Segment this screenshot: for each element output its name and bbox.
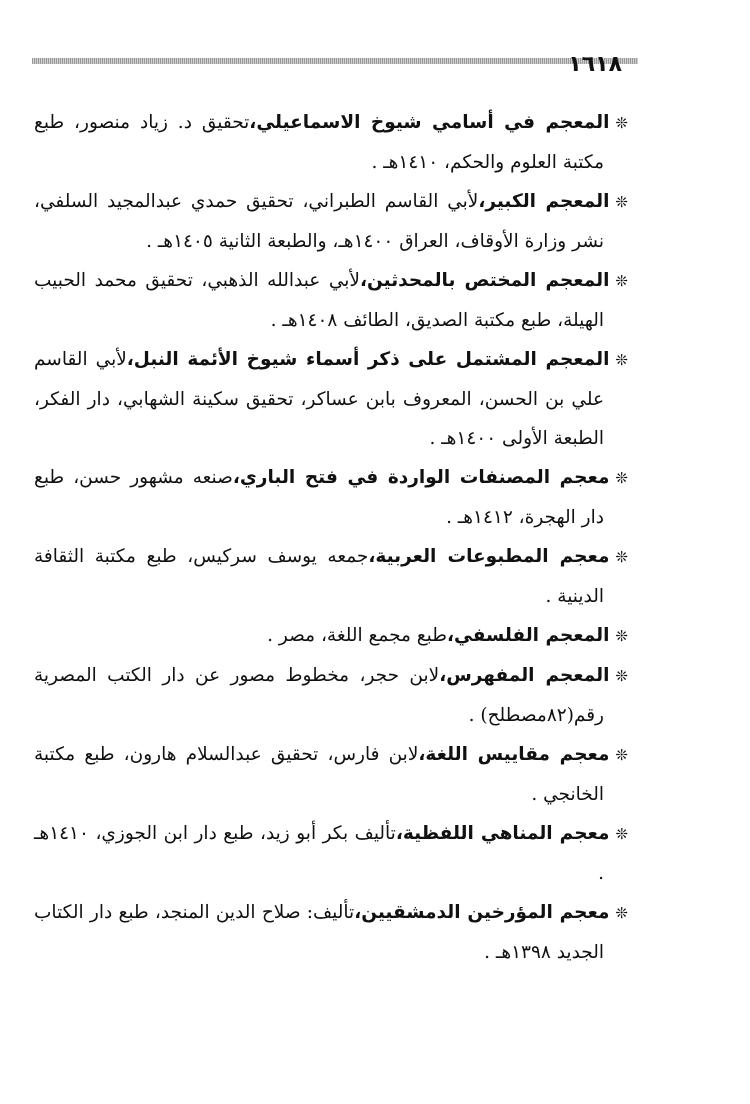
entry-details: لأبي القاسم علي بن الحسن، المعروف بابن عساكر، تحقيق سكينة الشهابي، دار الفكر، الطبعة الأولى ١٤٠٠هـ . <box>34 349 604 449</box>
asterism-icon: ❊ <box>615 114 628 132</box>
entry-details: لأبي القاسم الطبراني، تحقيق حمدي عبدالمجيد السلفي، نشر وزارة الأوقاف، العراق ١٤٠٠هـ، والطبعة الثانية ١٤٠٥هـ . <box>34 191 604 252</box>
entry-details: تحقيق د. زياد منصور، طبع مكتبة العلوم والحكم، ١٤١٠هـ . <box>34 112 604 173</box>
entry-title: معجم المطبوعات العربية، <box>368 546 610 567</box>
bibliography-entry <box>34 735 628 814</box>
entry-details: لابن حجر، مخطوط مصور عن دار الكتب المصرية رقم(٨٢مصطلح) . <box>34 665 604 726</box>
entry-details: لأبي عبدالله الذهبي، تحقيق محمد الحبيب الهيلة، طبع مكتبة الصديق، الطائف ١٤٠٨هـ . <box>34 270 604 331</box>
bibliography-entry <box>34 261 628 340</box>
bibliography-list <box>34 103 628 972</box>
bibliography-entry <box>34 537 628 616</box>
entry-details: جمعه يوسف سركيس، طبع مكتبة الثقافة الدينية . <box>34 546 604 607</box>
asterism-icon: ❊ <box>615 667 628 685</box>
asterism-icon: ❊ <box>615 193 628 211</box>
bibliography-entry <box>34 458 628 537</box>
entry-details: طبع مجمع اللغة، مصر . <box>267 625 447 646</box>
header-rule <box>32 58 638 64</box>
page-number: ١٦١٨ <box>568 52 622 77</box>
asterism-icon: ❊ <box>615 548 628 566</box>
entry-details: لابن فارس، تحقيق عبدالسلام هارون، طبع مكتبة الخانجي . <box>34 744 604 805</box>
entry-details: تأليف: صلاح الدين المنجد، طبع دار الكتاب الجديد ١٣٩٨هـ . <box>34 902 604 963</box>
entry-title: المعجم الكبير، <box>478 191 610 212</box>
bibliography-entry <box>34 103 628 182</box>
entry-title: المعجم المفهرس، <box>439 665 610 686</box>
asterism-icon: ❊ <box>615 904 628 922</box>
entry-title: المعجم في أسامي شيوخ الاسماعيلي، <box>249 112 610 133</box>
asterism-icon: ❊ <box>615 746 628 764</box>
bibliography-entry <box>34 182 628 261</box>
entry-title: معجم مقاييس اللغة، <box>418 744 610 765</box>
entry-title: معجم المناهي اللفظية، <box>395 823 610 844</box>
entry-details: تأليف بكر أبو زيد، طبع دار ابن الجوزي، ١٤١٠هـ . <box>34 823 604 884</box>
entry-title: معجم المصنفات الواردة في فتح الباري، <box>232 467 610 488</box>
asterism-icon: ❊ <box>615 272 628 290</box>
entry-title: المعجم المختص بالمحدثين، <box>359 270 610 291</box>
asterism-icon: ❊ <box>615 351 628 369</box>
bibliography-entry <box>34 814 628 893</box>
entry-title: المعجم المشتمل على ذكر أسماء شيوخ الأئمة النبل، <box>126 349 610 370</box>
entry-title: المعجم الفلسفي، <box>446 625 610 646</box>
asterism-icon: ❊ <box>615 825 629 843</box>
bibliography-entry <box>34 340 628 458</box>
bibliography-entry <box>34 893 628 972</box>
entry-details: صنعه مشهور حسن، طبع دار الهجرة، ١٤١٢هـ . <box>34 467 604 528</box>
entry-title: معجم المؤرخين الدمشقيين، <box>354 902 610 923</box>
asterism-icon: ❊ <box>615 469 628 487</box>
bibliography-entry <box>34 656 628 735</box>
bibliography-entry <box>34 616 628 656</box>
asterism-icon: ❊ <box>615 627 628 645</box>
page-header <box>32 58 638 64</box>
